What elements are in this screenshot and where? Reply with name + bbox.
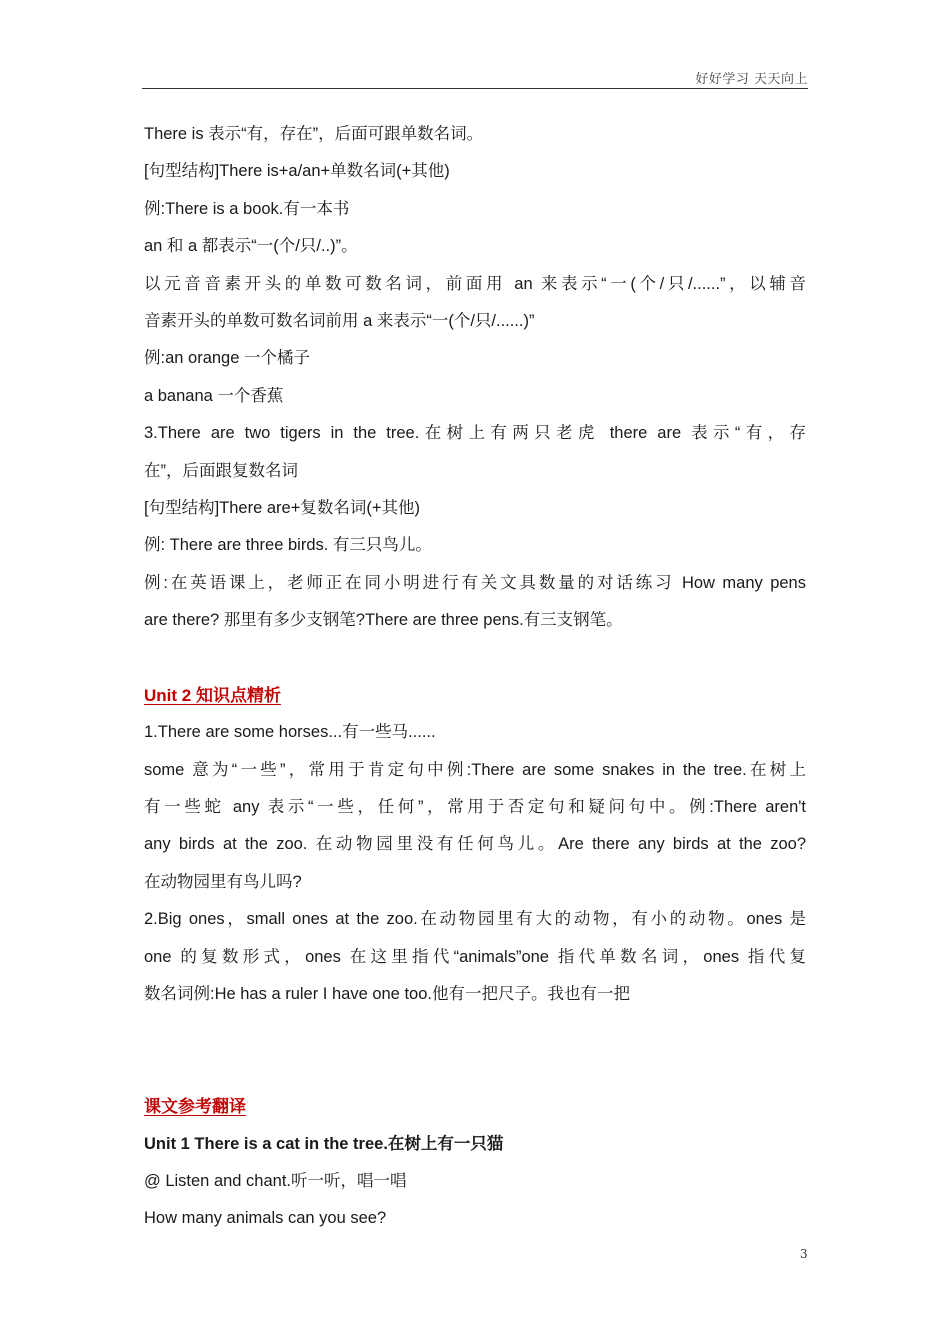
paragraph-line: a banana 一个香蕉 [144,386,284,405]
section-text-translation [144,1088,806,1238]
paragraph-line: 1.There are some horses...有一些马...... [144,723,436,742]
paragraph-line: one 的复数形式，ones 在这里指代“animals”one 指代单数名词，ones 指代复 [144,947,806,966]
paragraph-line: 有一些蛇 any 表示“一些，任何”，常用于否定句和疑问句中。例:There aren't [144,798,806,817]
paragraph-line: @ Listen and chant.听一听，唱一唱 [144,1171,407,1190]
section-heading: Unit 2 知识点精析 [144,685,281,705]
paragraph-line: are there? 那里有多少支钢笔?There are three pens.有三支钢笔。 [144,611,623,630]
paragraph-line: 以元音音素开头的单数可数名词，前面用 an 来表示“一(个/只/......”，以辅音 [144,274,806,293]
header-motto: 好好学习 天天向上 [695,72,808,87]
paragraph-line: 2.Big ones，small ones at the zoo.在动物园里有大的动物，有小的动物。ones 是 [144,910,806,929]
section-there-is-are [144,116,806,639]
paragraph-line: [句型结构]There is+a/an+单数名词(+其他) [144,162,450,181]
unit-title: Unit 1 There is a cat in the tree.在树上有一只猫 [144,1134,504,1153]
spacer [144,1051,806,1088]
spacer [144,1013,806,1050]
paragraph-line: 例:在英语课上，老师正在同小明进行有关文具数量的对话练习 How many pens [144,573,806,592]
paragraph-line: [句型结构]There are+复数名词(+其他) [144,498,420,517]
paragraph-line: There is 表示“有，存在”，后面可跟单数名词。 [144,125,484,143]
paragraph-line: any birds at the zoo. 在动物园里没有任何鸟儿。Are there any birds at the zoo? [144,835,806,854]
paragraph-line: How many animals can you see? [144,1209,387,1228]
paragraph-line: 3.There are two tigers in the tree.在树上有两只老虎 there are 表示“有，存 [144,424,806,443]
spacer [144,639,806,676]
paragraph-line: 音素开头的单数可数名词前用 a 来表示“一(个/只/......)” [144,311,535,330]
page-number: 3 [800,1247,808,1261]
paragraph-line: 数名词例:He has a ruler I have one too.他有一把尺子。我也有一把 [144,984,630,1003]
page-header [142,68,808,89]
paragraph-line: 例:an orange 一个橘子 [144,349,310,368]
document-body [144,116,806,1238]
paragraph-line: some 意为“一些”，常用于肯定句中例:There are some snakes in the tree.在树上 [144,760,806,779]
paragraph-line: 在动物园里有鸟儿吗? [144,872,302,891]
section-heading: 课文参考翻译 [144,1097,246,1117]
paragraph-line: 在”，后面跟复数名词 [144,461,298,480]
section-unit-2 [144,677,806,1014]
paragraph-line: 例:There is a book.有一本书 [144,199,350,218]
paragraph-line: an 和 a 都表示“一(个/只/..)”。 [144,237,358,256]
paragraph-line: 例: There are three birds. 有三只鸟儿。 [144,536,432,555]
